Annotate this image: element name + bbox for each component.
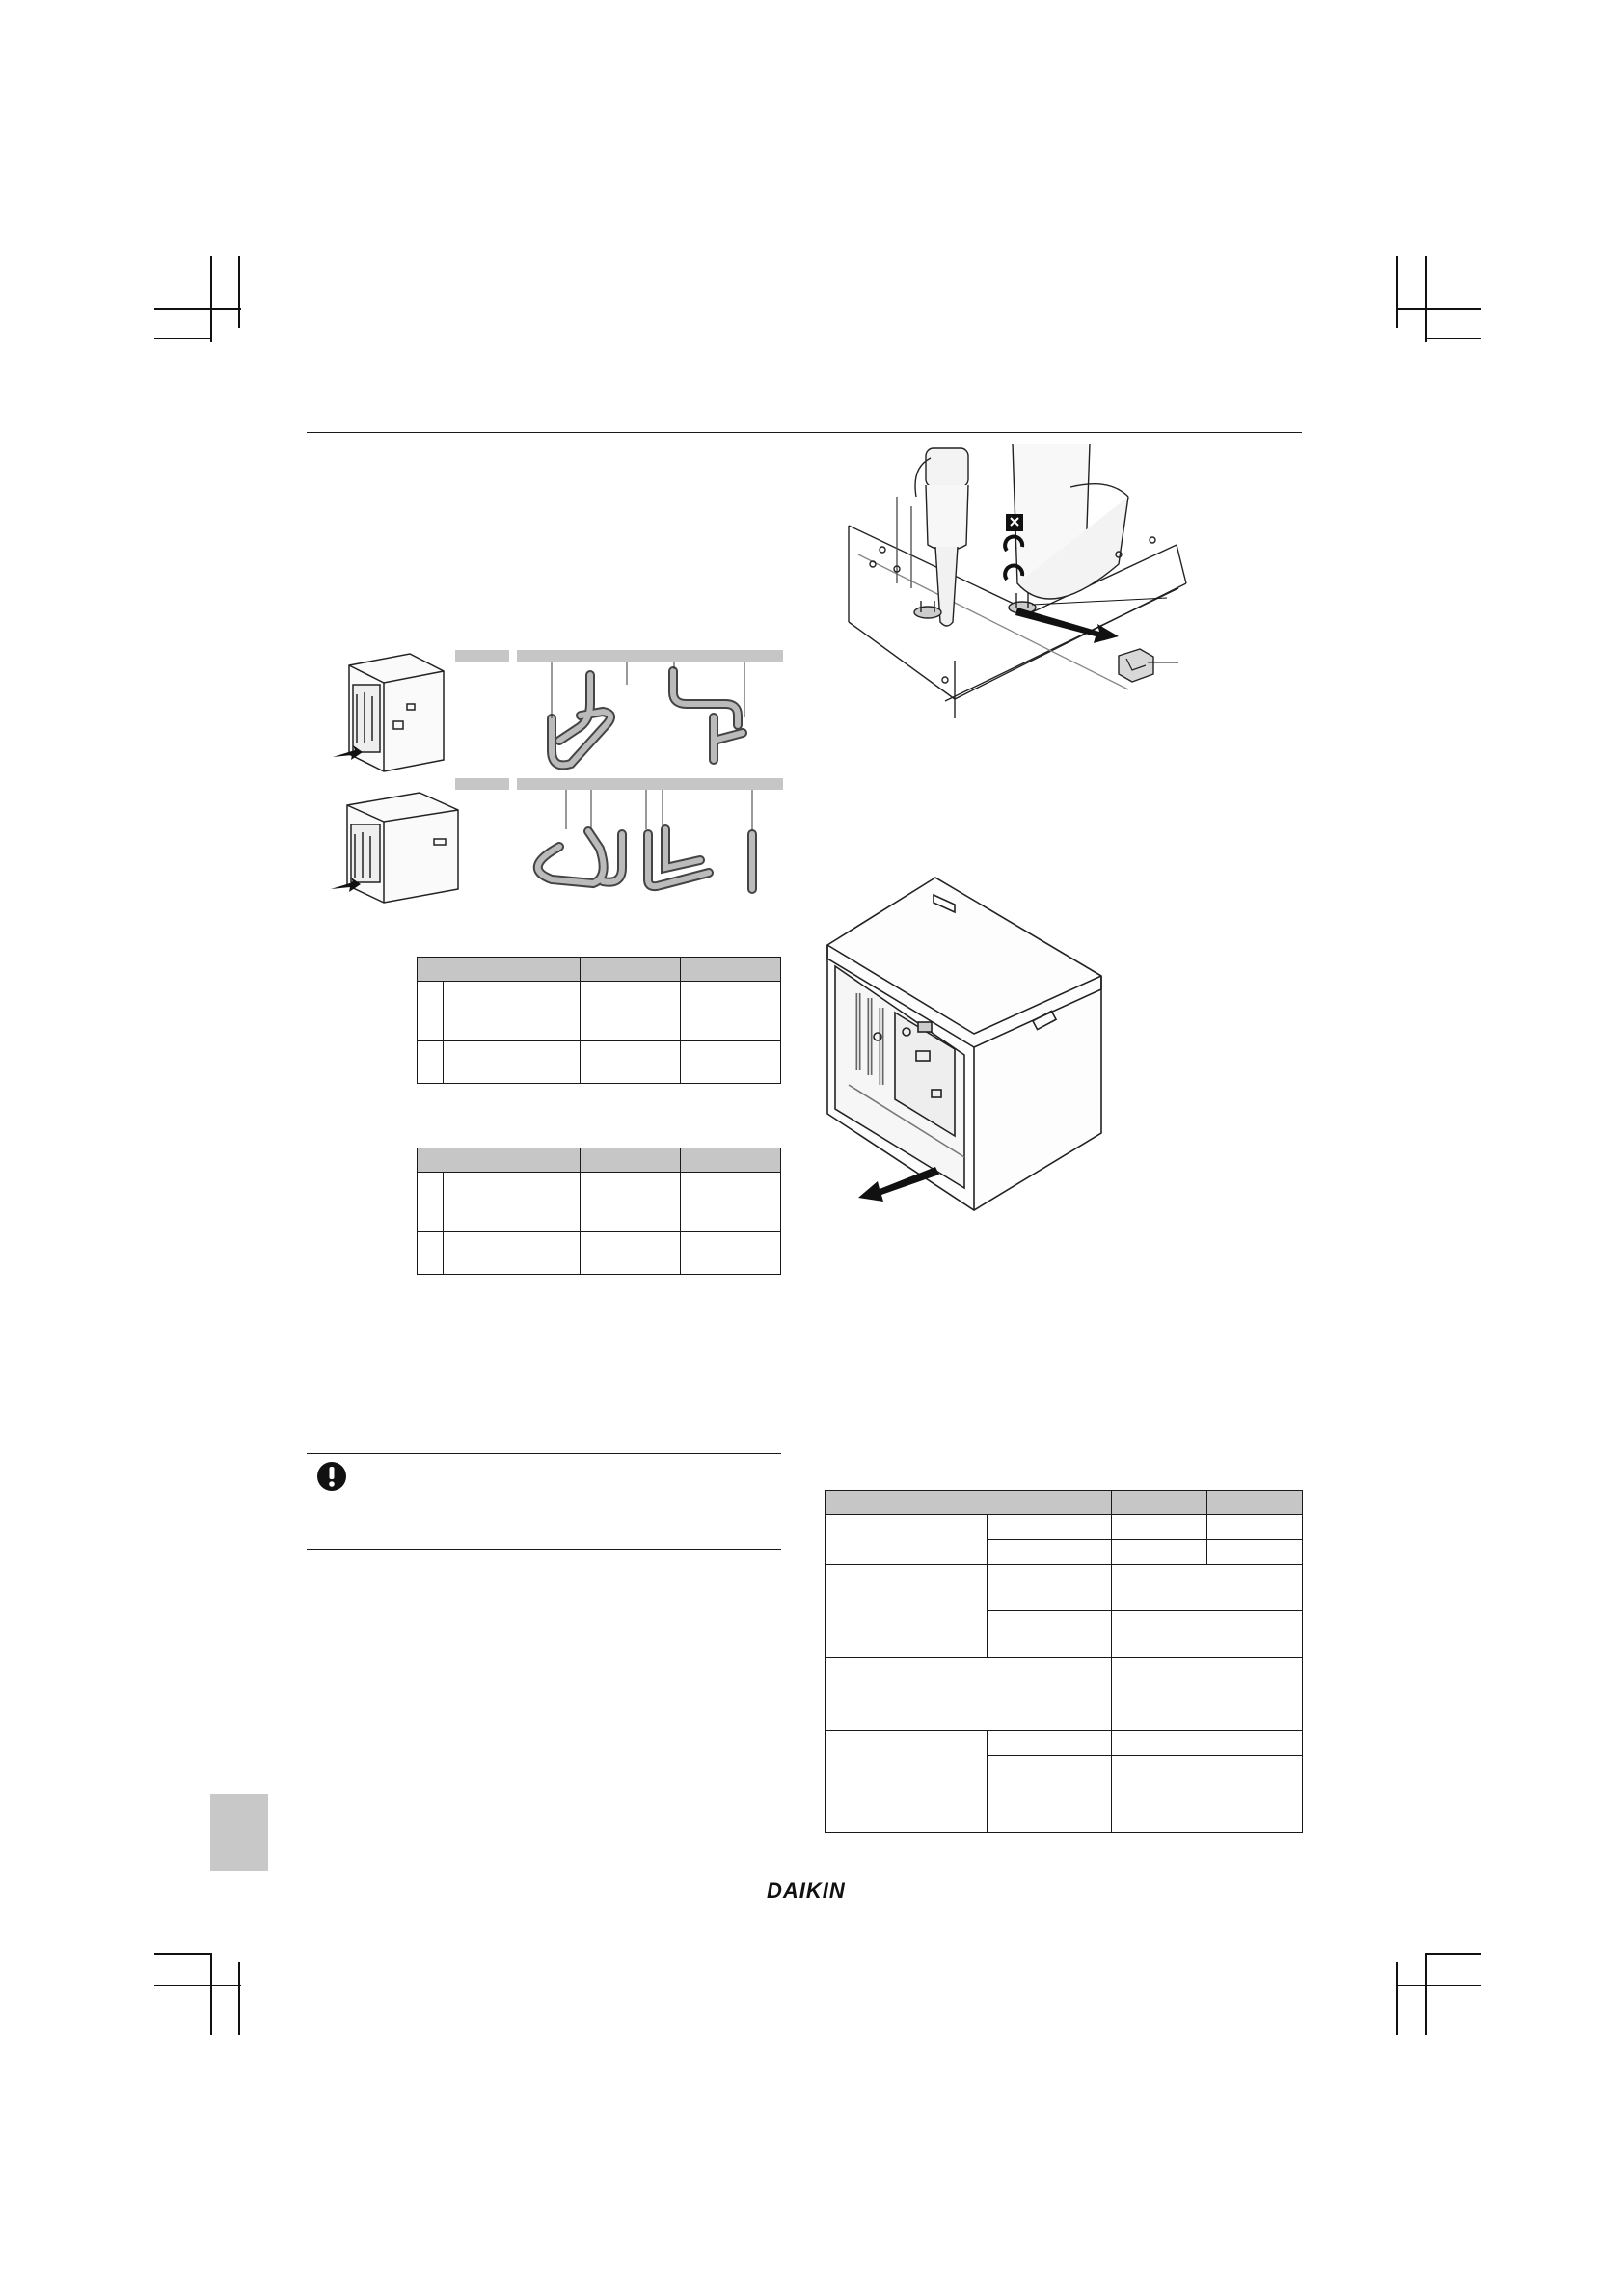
crop-mark [210,1953,212,2035]
crop-mark [1396,1985,1481,1986]
crop-mark [1396,256,1398,328]
unit-small-illustration [349,654,444,771]
crop-mark [154,338,210,339]
side-tab [210,1794,268,1871]
crop-mark [1425,256,1427,342]
crop-mark [154,1985,241,1986]
crop-mark [1425,1953,1427,2035]
spec-table-2 [417,1148,781,1275]
crop-mark [238,256,240,328]
unit-front-figure [820,878,1109,1215]
notice-bottom-rule [307,1549,781,1550]
crop-mark [1396,308,1481,310]
compressor-figure [839,439,1196,728]
spec-table-1 [417,957,781,1084]
pipe-kit-figure [328,636,791,906]
notice-top-rule [307,1453,781,1454]
header-rule [307,432,1302,433]
crop-mark [154,308,241,310]
crop-mark [1396,1962,1398,2035]
exclamation-circle-icon [316,1461,347,1492]
daikin-logo: DAIKIN [767,1878,846,1903]
crop-mark [238,1962,240,2035]
right-table-header [826,1491,1112,1515]
unit-large-illustration [347,793,458,903]
crop-mark [154,1953,210,1955]
spec-table-3 [825,1490,1303,1833]
arrow-icon [858,1167,939,1202]
crop-mark [1425,338,1481,339]
crop-mark [210,256,212,342]
crop-mark [1425,1953,1481,1955]
